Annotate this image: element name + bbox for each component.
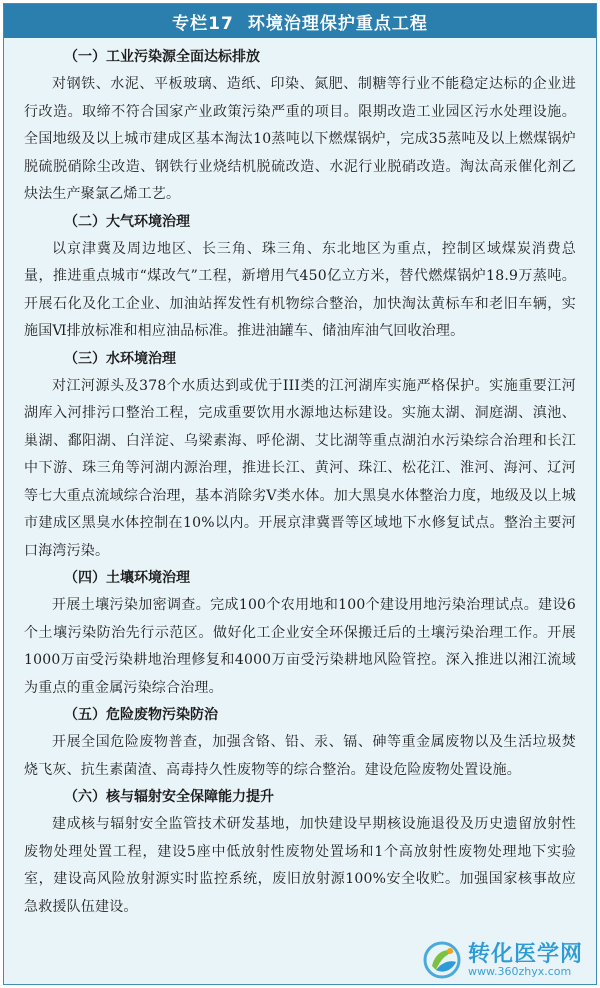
- section-body: 开展土壤污染加密调查。完成100个农用地和100个建设用地污染治理试点。建设6个土壤污染防治先行示范区。做好化工企业安全环保搬迁后的土壤污染治理工作。开展1000万亩受污染耕地治理修复和4000万亩受污染耕地风险管控。深入推进以湘江流域为重点的重金属污染综合治理。: [24, 597, 576, 696]
- site-name: 转化医学网: [468, 941, 584, 967]
- section-heading: （五）危险废物污染防治: [64, 707, 218, 723]
- section-body: 对江河源头及378个水质达到或优于III类的江河湖库实施严格保护。实施重要江河湖库入河排污口整治工程，完成重要饮用水源地达标建设。实施太湖、洞庭湖、滇池、巢湖、鄱阳湖、白洋淀、乌梁素海、呼伦湖、艾比湖等重点湖泊水污染综合治理和长江中下游、珠三角等河湖内源治理，推进长江、黄河、珠江、松花江、淮河、海河、辽河等七大重点流域综合治理，基本消除劣Ⅴ类水体。加大黑臭水体整治力度，地级及以上城市建成区黑臭水体控制在10%以内。开展京津冀晋等区域地下水修复试点。整治主要河口海湾污染。: [24, 377, 576, 559]
- column-title-bar: [4, 4, 596, 38]
- section-heading: （六）核与辐射安全保障能力提升: [64, 789, 274, 805]
- section-body: 建成核与辐射安全监管技术研发基地，加快建设早期核设施退役及历史遗留放射性废物处理处置工程，建设5座中低放射性废物处置场和1个高放射性废物处理地下实验室，建设高风险放射源实时监控系统，废旧放射源100%安全收贮。加强国家核事故应急救援队伍建设。: [24, 816, 576, 915]
- section-soil: [24, 565, 576, 702]
- section-heading: （三）水环境治理: [64, 350, 176, 367]
- site-logo-icon: [422, 940, 462, 980]
- site-url: www.360zhyx.com: [468, 964, 572, 978]
- column-box: [3, 3, 597, 985]
- section-body: 以京津冀及周边地区、长三角、珠三角、东北地区为重点，控制区域煤炭消费总量，推进重点城市“煤改气”工程，新增用气450亿立方米，替代燃煤锅炉18.9万蒸吨。开展石化及化工企业、加油站挥发性有机物综合整治，加快淘汰黄标车和老旧车辆，实施国Ⅵ排放标准和相应油品标准。推进油罐车、储油库油气回收治理。: [24, 240, 576, 339]
- column-content: [4, 38, 596, 921]
- column-title: 环境治理保护重点工程: [247, 13, 428, 34]
- section-industrial: [24, 44, 576, 209]
- section-air: [24, 209, 576, 346]
- section-heading: （一）工业污染源全面达标排放: [64, 49, 260, 65]
- section-water: [24, 346, 576, 566]
- column-label: 专栏17: [172, 13, 234, 34]
- section-body: 开展全国危险废物普查，加强含铬、铅、汞、镉、砷等重金属废物以及生活垃圾焚烧飞灰、抗生素菌渣、高毒持久性废物等的综合整治。建设危险废物处置设施。: [24, 734, 576, 778]
- section-hazardous-waste: [24, 702, 576, 784]
- section-body: 对钢铁、水泥、平板玻璃、造纸、印染、氮肥、制糖等行业不能稳定达标的企业进行改造。取缔不符合国家产业政策污染严重的项目。限期改造工业园区污水处理设施。全国地级及以上城市建成区基本淘汰10蒸吨以下燃煤锅炉，完成35蒸吨及以上燃煤锅炉脱硫脱硝除尘改造、钢铁行业烧结机脱硫改造、水泥行业脱硝改造。淘汰高汞催化剂乙炔法生产聚氯乙烯工艺。: [24, 76, 576, 202]
- site-watermark: [422, 938, 590, 982]
- section-nuclear-safety: [24, 784, 576, 921]
- section-heading: （四）土壤环境治理: [64, 570, 190, 586]
- section-heading: （二）大气环境治理: [64, 213, 190, 230]
